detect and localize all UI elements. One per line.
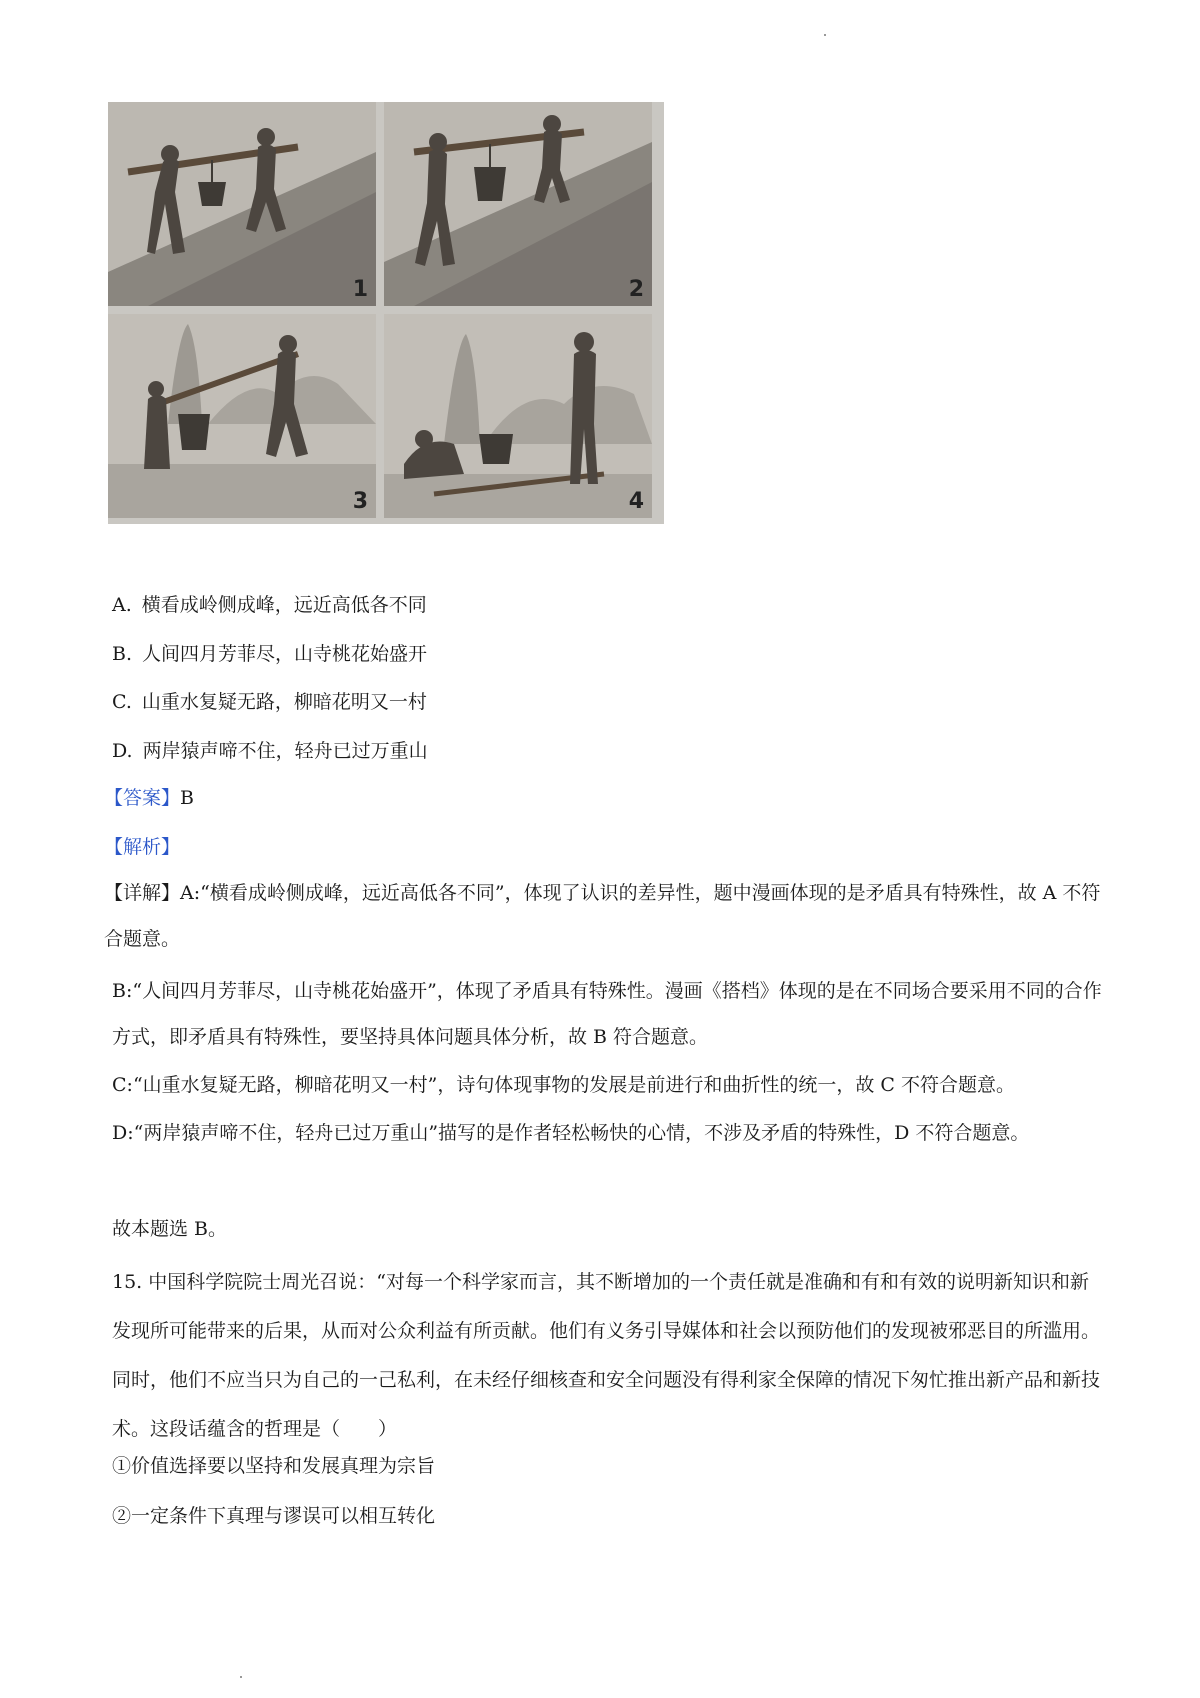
option-a <box>112 593 427 617</box>
question-15-item-2 <box>112 1504 435 1528</box>
panel-number: 3 <box>352 489 368 514</box>
detail-b <box>112 968 1102 1060</box>
comic-figure <box>108 102 664 524</box>
answer-value: B <box>180 787 194 809</box>
question-15 <box>112 1258 1102 1454</box>
scan-dot <box>824 34 826 36</box>
detail-label: 【详解】 <box>104 882 181 904</box>
option-b <box>112 642 427 666</box>
option-d <box>112 739 428 763</box>
comic-panel-2 <box>384 102 652 306</box>
detail-d-text: D:“两岸猿声啼不住，轻舟已过万重山”描写的是作者轻松畅快的心情，不涉及矛盾的特殊性，D 不符合题意。 <box>112 1122 1030 1144</box>
panel-1-drawing <box>108 102 376 306</box>
panel-4-drawing <box>384 314 652 518</box>
comic-panel-1 <box>108 102 376 306</box>
option-text: 山重水复疑无路，柳暗花明又一村 <box>141 691 427 713</box>
analysis-line <box>104 835 180 859</box>
answer-label: 【答案】 <box>104 787 181 809</box>
question-15-text: 15. 中国科学院院士周光召说：“对每一个科学家而言，其不断增加的一个责任就是准确和有和有效的说明新知识和新发现所可能带来的后果，从而对公众利益有所贡献。他们有义务引导媒体和社会以预防他们的发现被邪恶目的所滥用。同时，他们不应当只为自己的一己私利，在未经仔细核查和安全问题没有得利家全保障的情况下匆忙推出新产品和新技术。这段话蕴含的哲理是（ ） <box>112 1271 1101 1440</box>
option-letter: B. <box>112 643 133 665</box>
panel-3-drawing <box>108 314 376 518</box>
detail-d <box>112 1110 1102 1156</box>
comic-panel-4 <box>384 314 652 518</box>
panel-number: 1 <box>352 277 368 302</box>
conclusion-text: 故本题选 B。 <box>112 1218 228 1240</box>
answer-line <box>104 786 194 810</box>
comic-panel-3 <box>108 314 376 518</box>
detail-conclusion <box>112 1206 1102 1252</box>
detail-c <box>112 1062 1102 1108</box>
detail-c-text: C:“山重水复疑无路，柳暗花明又一村”，诗句体现事物的发展是前进行和曲折性的统一，故 C 不符合题意。 <box>112 1074 1015 1096</box>
option-c <box>112 690 427 714</box>
item-1-text: ①价值选择要以坚持和发展真理为宗旨 <box>112 1455 436 1477</box>
detail-a <box>104 870 1104 962</box>
option-text: 两岸猿声啼不住，轻舟已过万重山 <box>142 740 428 762</box>
question-15-item-1 <box>112 1454 435 1478</box>
option-letter: A. <box>112 594 132 616</box>
option-letter: D. <box>112 740 133 762</box>
panel-2-drawing <box>384 102 652 306</box>
analysis-label: 【解析】 <box>104 836 181 858</box>
option-letter: C. <box>112 691 132 713</box>
option-text: 横看成岭侧成峰，远近高低各不同 <box>141 594 427 616</box>
panel-number: 2 <box>628 277 644 302</box>
scan-dot <box>240 1676 242 1678</box>
detail-a-text: A:“横看成岭侧成峰，远近高低各不同”，体现了认识的差异性，题中漫画体现的是矛盾具有特殊性，故 A 不符合题意。 <box>104 882 1101 950</box>
item-2-text: ②一定条件下真理与谬误可以相互转化 <box>112 1505 436 1527</box>
detail-b-text: B:“人间四月芳菲尽，山寺桃花始盛开”，体现了矛盾具有特殊性。漫画《搭档》体现的是在不同场合要采用不同的合作方式，即矛盾具有特殊性，要坚持具体问题具体分析，故 B 符合题意。 <box>112 980 1102 1048</box>
option-text: 人间四月芳菲尽，山寺桃花始盛开 <box>142 643 428 665</box>
panel-number: 4 <box>628 489 644 514</box>
